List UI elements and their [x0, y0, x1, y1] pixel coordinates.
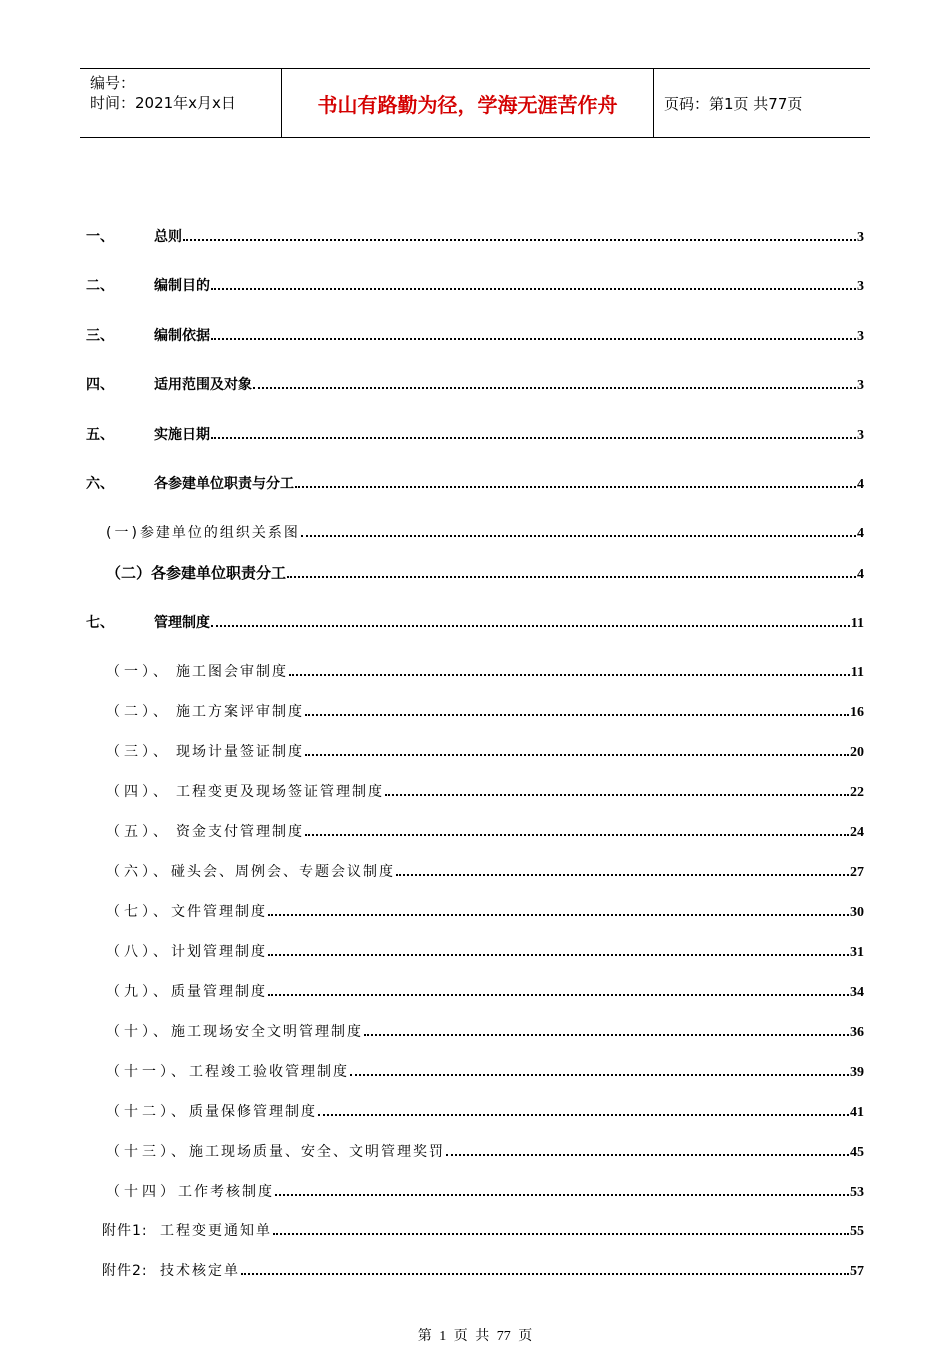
toc-entry-number: （九）、 [106, 984, 171, 1000]
toc-entry[interactable] [86, 817, 864, 841]
toc-entry-number: （一）、 [106, 664, 171, 680]
toc-entry-title: 质量管理制度 [171, 984, 267, 1000]
toc-entry-page: 3 [857, 230, 864, 245]
toc-entry-number: (一) [106, 525, 140, 541]
toc-entry-page: 55 [850, 1224, 864, 1239]
toc-entry-number: 附件2: [102, 1263, 148, 1279]
toc-entry[interactable] [86, 420, 864, 444]
toc-entry-number: 二、 [86, 278, 114, 294]
toc-entry-title: 工作考核制度 [178, 1184, 274, 1200]
toc-entry-title: 工程变更通知单 [160, 1223, 272, 1239]
toc-entry[interactable] [86, 518, 864, 542]
toc-entry[interactable] [86, 697, 864, 721]
toc-dot-leader [275, 1194, 849, 1196]
toc-dot-leader [268, 994, 849, 996]
toc-entry-number: （四）、 [106, 784, 171, 800]
document-number-label: 编号： [90, 74, 136, 92]
toc-entry-page: 24 [850, 825, 864, 840]
toc-dot-leader [295, 486, 856, 488]
document-time-label: 时间：2021年x月x日 [90, 94, 236, 112]
toc-dot-leader [211, 288, 856, 290]
toc-dot-leader [268, 914, 849, 916]
toc-entry[interactable] [86, 608, 864, 632]
toc-entry-number: 七、 [86, 615, 114, 631]
toc-dot-leader [305, 834, 849, 836]
toc-dot-leader [289, 674, 850, 676]
toc-entry-title: 技术核定单 [160, 1263, 240, 1279]
toc-entry[interactable] [86, 271, 864, 295]
toc-entry-title: 施工方案评审制度 [176, 704, 304, 720]
toc-entry[interactable] [86, 1057, 864, 1081]
header-meta-cell [80, 69, 282, 137]
toc-entry-title: 各参建单位职责与分工 [154, 476, 294, 492]
toc-entry-number: （十四） [106, 1184, 178, 1200]
toc-dot-leader [396, 874, 849, 876]
header-page-cell [654, 69, 870, 137]
toc-dot-leader [287, 576, 856, 578]
toc-entry[interactable] [86, 370, 864, 394]
toc-entry-title: 管理制度 [154, 615, 210, 631]
toc-entry-page: 11 [850, 665, 864, 680]
toc-dot-leader [211, 338, 856, 340]
toc-dot-leader [211, 437, 856, 439]
toc-entry-number: （三）、 [106, 744, 171, 760]
toc-entry-page: 41 [850, 1105, 864, 1120]
toc-entry-number: （二） [106, 564, 152, 582]
toc-entry[interactable] [86, 737, 864, 761]
toc-entry-number: （十三）、 [106, 1144, 189, 1160]
toc-entry[interactable] [86, 897, 864, 921]
toc-entry-number: 六、 [86, 476, 114, 492]
toc-dot-leader [318, 1114, 849, 1116]
toc-entry[interactable] [86, 1216, 864, 1240]
toc-entry-title: 计划管理制度 [171, 944, 267, 960]
toc-entry-title: 工程变更及现场签证管理制度 [176, 784, 384, 800]
toc-entry[interactable] [86, 1137, 864, 1161]
toc-dot-leader [350, 1074, 849, 1076]
toc-entry-page: 3 [857, 279, 864, 294]
toc-entry-number: 五、 [86, 427, 114, 443]
toc-entry-title: 施工图会审制度 [176, 664, 288, 680]
header-page-info: 页码：第1页 共77页 [664, 94, 803, 113]
toc-entry-page: 3 [857, 378, 864, 393]
toc-entry-title: 施工现场质量、安全、文明管理奖罚 [189, 1144, 445, 1160]
toc-entry-page: 27 [850, 865, 864, 880]
toc-entry-title: 总则 [154, 229, 182, 245]
toc-entry-page: 22 [850, 785, 864, 800]
toc-entry-page: 34 [850, 985, 864, 1000]
toc-entry[interactable] [86, 1177, 864, 1201]
toc-dot-leader [241, 1273, 849, 1275]
toc-dot-leader [273, 1233, 849, 1235]
toc-dot-leader [253, 387, 856, 389]
document-header [80, 68, 870, 138]
toc-dot-leader [183, 239, 856, 241]
toc-dot-leader [301, 535, 856, 537]
toc-entry[interactable] [86, 321, 864, 345]
toc-entry-title: 工程竣工验收管理制度 [189, 1064, 349, 1080]
toc-entry-number: （十）、 [106, 1024, 171, 1040]
toc-entry-title: 编制依据 [154, 328, 210, 344]
toc-entry[interactable] [86, 1017, 864, 1041]
toc-dot-leader [268, 954, 849, 956]
toc-entry[interactable] [86, 977, 864, 1001]
toc-entry-page: 36 [850, 1025, 864, 1040]
toc-entry-number: （七）、 [106, 904, 171, 920]
toc-entry-page: 3 [857, 329, 864, 344]
toc-entry-page: 3 [857, 428, 864, 443]
toc-entry-title: 实施日期 [154, 427, 210, 443]
toc-entry-title: 资金支付管理制度 [176, 824, 304, 840]
toc-entry-page: 39 [850, 1065, 864, 1080]
toc-entry-title: 现场计量签证制度 [176, 744, 304, 760]
toc-entry-page: 57 [850, 1264, 864, 1279]
toc-entry[interactable] [86, 937, 864, 961]
toc-entry-number: 四、 [86, 377, 114, 393]
toc-entry-number: （六）、 [106, 864, 171, 880]
toc-entry[interactable] [86, 777, 864, 801]
toc-entry-title: 质量保修管理制度 [189, 1104, 317, 1120]
toc-dot-leader [364, 1034, 849, 1036]
toc-dot-leader [446, 1154, 849, 1156]
toc-entry-number: 三、 [86, 328, 114, 344]
toc-dot-leader [385, 794, 849, 796]
toc-dot-leader [305, 754, 849, 756]
toc-entry-number: （十二）、 [106, 1104, 189, 1120]
toc-entry-title: 适用范围及对象 [154, 377, 252, 393]
toc-entry-page: 20 [850, 745, 864, 760]
header-motto: 书山有路勤为径，学海无涯苦作舟 [317, 92, 618, 117]
toc-entry-title: 编制目的 [154, 278, 210, 294]
toc-entry[interactable] [86, 222, 864, 246]
toc-entry[interactable] [86, 1256, 864, 1280]
toc-entry-title: 文件管理制度 [171, 904, 267, 920]
toc-entry-page: 30 [850, 905, 864, 920]
toc-entry-title: 参建单位的组织关系图 [139, 525, 300, 541]
toc-entry-number: （十一）、 [106, 1064, 189, 1080]
toc-entry-page: 4 [857, 526, 864, 541]
toc-entry-title: 各参建单位职责分工 [151, 564, 287, 582]
toc-entry[interactable] [86, 559, 864, 583]
toc-entry-number: （五）、 [106, 824, 171, 840]
toc-entry-page: 16 [850, 705, 864, 720]
toc-entry-title: 碰头会、周例会、专题会议制度 [171, 864, 395, 880]
toc-entry-number: （二）、 [106, 704, 171, 720]
toc-entry-page: 11 [850, 616, 864, 631]
toc-entry-page: 31 [850, 945, 864, 960]
toc-entry-page: 4 [857, 477, 864, 492]
toc-entry-page: 45 [850, 1145, 864, 1160]
toc-entry-title: 施工现场安全文明管理制度 [171, 1024, 363, 1040]
toc-entry-number: 一、 [86, 229, 114, 245]
page-footer [0, 1325, 950, 1345]
header-motto-cell [282, 69, 654, 137]
toc-dot-leader [211, 625, 850, 627]
toc-entry[interactable] [86, 1097, 864, 1121]
toc-entry-page: 53 [850, 1185, 864, 1200]
toc-entry-number: 附件1: [102, 1223, 148, 1239]
toc-entry[interactable] [86, 469, 864, 493]
toc-entry-page: 4 [857, 567, 864, 582]
toc-dot-leader [305, 714, 849, 716]
toc-entry-number: （八）、 [106, 944, 171, 960]
toc-entry[interactable] [86, 857, 864, 881]
toc-entry[interactable] [86, 657, 864, 681]
footer-page-number: 第 1 页 共 77 页 [417, 1329, 533, 1344]
